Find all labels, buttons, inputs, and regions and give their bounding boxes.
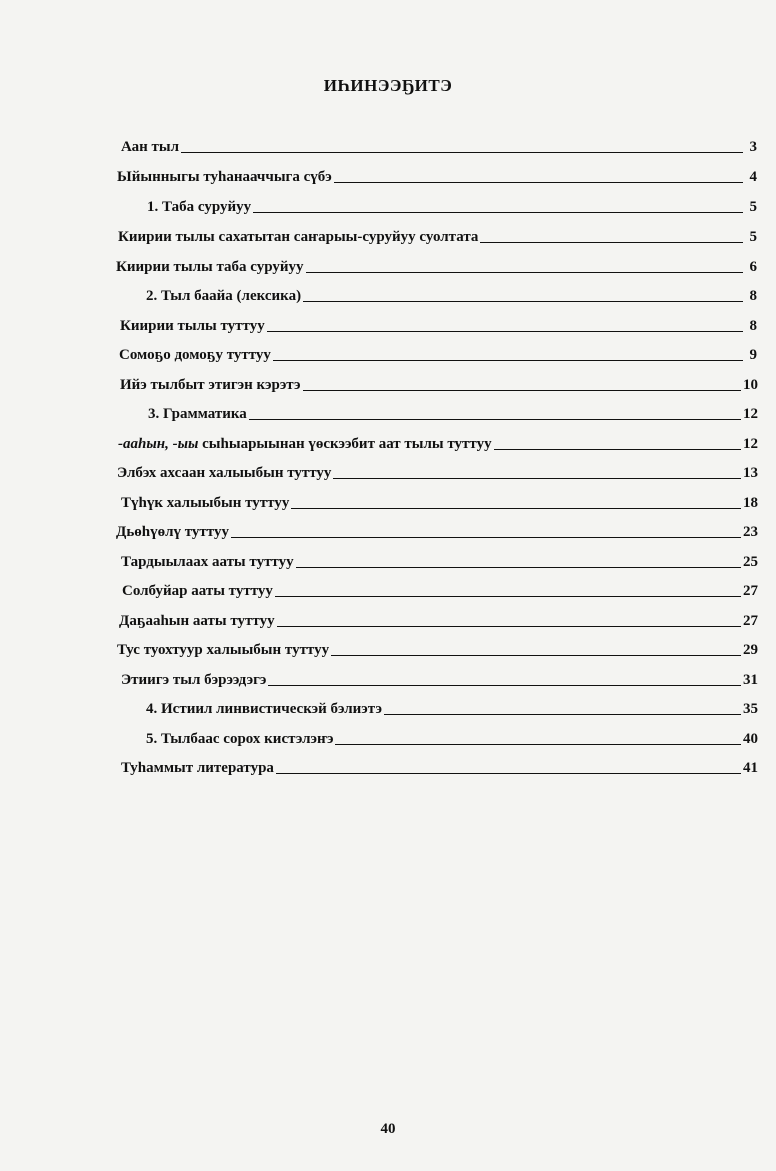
toc-leader-line — [334, 181, 743, 183]
toc-entry-page: 41 — [743, 760, 758, 776]
toc-entry-title: 5. Тылбаас сорох кистэлэҥэ — [146, 731, 334, 747]
toc-entry[interactable] — [118, 433, 758, 453]
toc-leader-line — [253, 211, 743, 213]
toc-entry[interactable] — [122, 580, 758, 600]
toc-entry-title: Дьөһүөлү туттуу — [116, 524, 229, 540]
toc-entry-page: 4 — [749, 169, 757, 185]
toc-entry-page: 12 — [743, 436, 758, 452]
toc-leader-line — [249, 418, 741, 420]
toc-entry-page: 3 — [749, 139, 757, 155]
toc-entry[interactable] — [117, 166, 757, 186]
toc-entry-page: 5 — [749, 199, 757, 215]
toc-leader-line — [291, 507, 741, 509]
toc-entry-page: 27 — [743, 583, 758, 599]
toc-entry-page: 13 — [743, 465, 758, 481]
toc-entry-page: 40 — [743, 731, 758, 747]
toc-entry-title: Киирии тылы таба суруйуу — [116, 259, 304, 275]
toc-entry[interactable] — [121, 492, 758, 512]
toc-entry-page: 18 — [743, 495, 758, 511]
toc-entry-title: Тус туохтуур халыыбын туттуу — [117, 642, 330, 658]
toc-entry-page: 25 — [743, 554, 758, 570]
toc-entry-page: 29 — [743, 642, 758, 658]
toc-leader-line — [331, 654, 741, 656]
toc-entry[interactable] — [146, 285, 757, 305]
toc-entry[interactable] — [147, 196, 757, 216]
toc-entry-page: 6 — [749, 259, 757, 275]
toc-entry-title: Туһаммыт литература — [121, 760, 274, 776]
toc-entry-page: 35 — [743, 701, 758, 717]
toc-entry[interactable] — [121, 136, 757, 156]
toc-entry[interactable] — [121, 551, 758, 571]
toc-entry-page: 9 — [749, 347, 757, 363]
toc-entry[interactable] — [117, 639, 758, 659]
toc-entry[interactable] — [116, 256, 757, 276]
toc-entry[interactable] — [146, 728, 758, 748]
toc-entry-title: Ийэ тылбыт этигэн кэрэтэ — [120, 377, 301, 393]
toc-entry[interactable] — [119, 344, 757, 364]
toc-entry-title: Даҕааһын ааты туттуу — [119, 613, 275, 629]
toc-leader-line — [303, 389, 741, 391]
toc-leader-line — [267, 330, 743, 332]
toc-entry-title-rest: сыһыарыынан үөскээбит аат тылы туттуу — [198, 436, 492, 452]
toc-entry-title: 3. Грамматика — [148, 406, 247, 422]
page-title: ИҺИНЭЭҔИТЭ — [323, 76, 453, 95]
toc-leader-line — [273, 359, 743, 361]
toc-leader-line — [231, 536, 741, 538]
page-number: 40 — [380, 1121, 396, 1137]
toc-leader-line — [494, 448, 741, 450]
toc-leader-line — [296, 566, 741, 568]
toc-entry-page: 23 — [743, 524, 758, 540]
toc-entry-page: 12 — [743, 406, 758, 422]
toc-entry-title: Тардыылаах ааты туттуу — [121, 554, 294, 570]
toc-leader-line — [181, 151, 743, 153]
toc-entry-page: 10 — [743, 377, 758, 393]
toc-entry[interactable] — [121, 757, 758, 777]
toc-entry-title — [118, 436, 492, 453]
toc-entry-title: 2. Тыл баайа (лексика) — [146, 288, 302, 304]
toc-entry-title: Ыйынныгы туһанааччыга сүбэ — [117, 169, 332, 185]
toc-leader-line — [277, 625, 741, 627]
toc-entry[interactable] — [116, 521, 758, 541]
toc-entry[interactable] — [120, 315, 757, 335]
toc-leader-line — [303, 300, 743, 302]
toc-entry-title: Сомоҕо домоҕу туттуу — [119, 347, 271, 363]
toc-entry[interactable] — [119, 610, 758, 630]
toc-entry-page: 31 — [743, 672, 758, 688]
toc-leader-line — [335, 743, 741, 745]
toc-entry[interactable] — [146, 698, 758, 718]
toc-entry-page: 8 — [749, 318, 757, 334]
toc-entry-title: Киирии тылы сахатытан саҥарыы-суруйуу суолтата — [118, 229, 479, 245]
toc-entry-title: Этиигэ тыл бэрээдэгэ — [121, 672, 267, 688]
toc-entry[interactable] — [118, 226, 757, 246]
toc-leader-line — [275, 595, 741, 597]
toc-entry-title: 1. Таба суруйуу — [147, 199, 252, 215]
toc-entry-page: 5 — [749, 229, 757, 245]
toc-entry-title: Солбуйар ааты туттуу — [122, 583, 273, 599]
toc-entry[interactable] — [121, 669, 758, 689]
toc-entry-page: 8 — [749, 288, 757, 304]
toc-entry-title-italic: -ааһын, -ыы — [118, 436, 199, 452]
toc-leader-line — [306, 271, 743, 273]
toc-entry-title: 4. Истиил линвистическэй бэлиэтэ — [146, 701, 383, 717]
toc-leader-line — [276, 772, 741, 774]
toc-entry-title: Элбэх ахсаан халыыбын туттуу — [117, 465, 332, 481]
toc-leader-line — [333, 477, 741, 479]
toc-entry-title: Аан тыл — [121, 139, 180, 155]
toc-leader-line — [384, 713, 741, 715]
toc-entry-title: Киирии тылы туттуу — [120, 318, 265, 334]
toc-leader-line — [268, 684, 741, 686]
toc-entry-page: 27 — [743, 613, 758, 629]
toc-leader-line — [480, 241, 743, 243]
toc-entry[interactable] — [120, 374, 758, 394]
toc-entry[interactable] — [148, 403, 758, 423]
toc-entry[interactable] — [117, 462, 758, 482]
toc-entry-title: Түһүк халыыбын туттуу — [121, 495, 290, 511]
